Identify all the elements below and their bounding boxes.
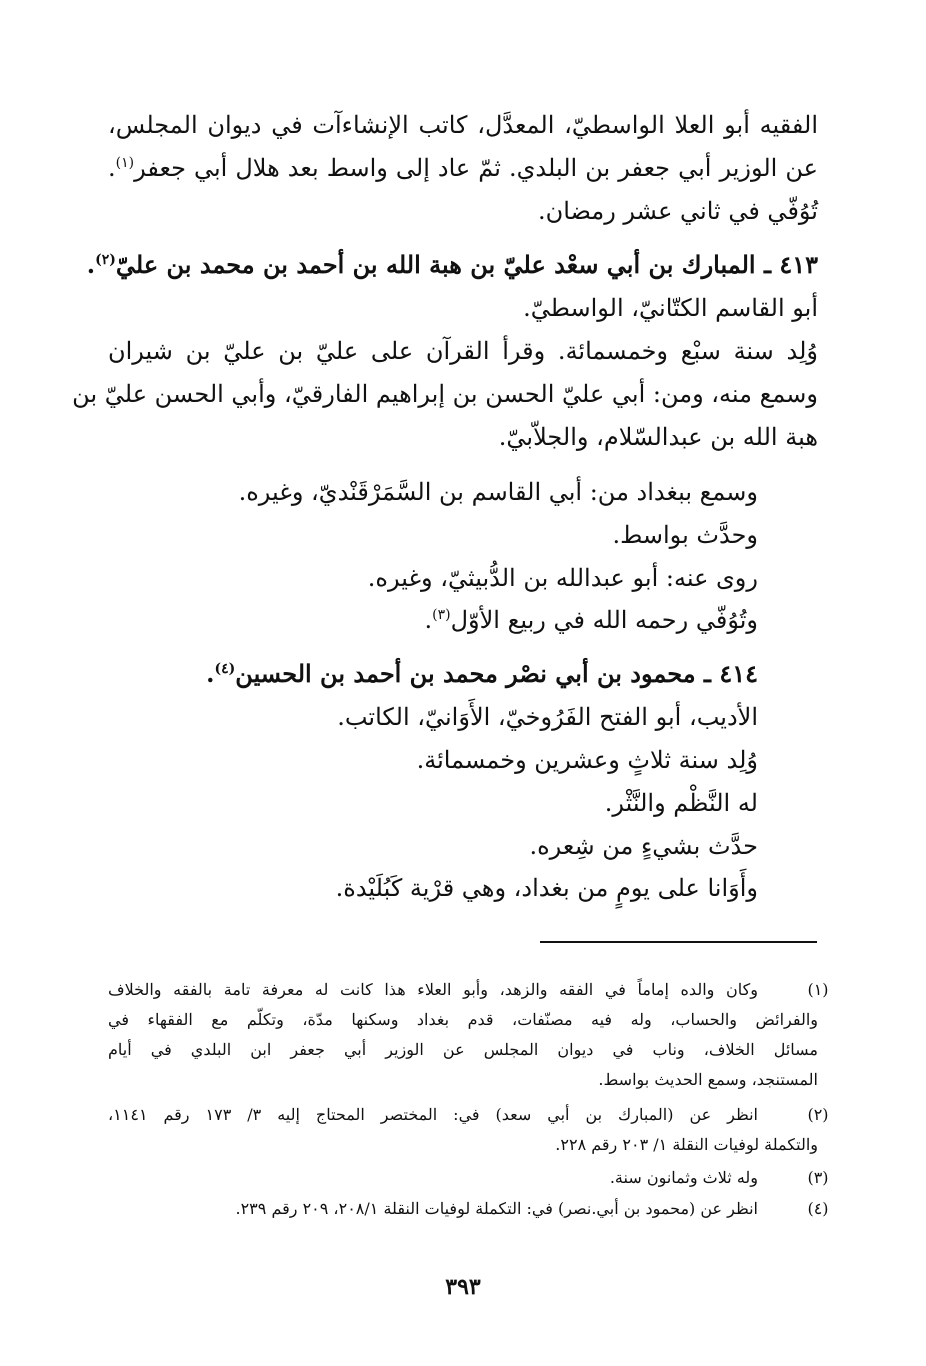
footnote-number: (٣) [807,1168,829,1187]
footnote-line: وكان والده إماماً في الفقه والزهد، وأبو العلاء هذا كانت له معرفة تامة بالفقه والخلاف [108,980,759,999]
text-line: وسمع منه، ومن: أبي عليّ الحسن بن إبراهيم الفارقيّ، وأبي الحسن عليّ بن [72,380,818,408]
entry-heading [206,659,758,689]
period: . [424,606,433,634]
text-line-content: عن الوزير أبي جعفر بن البلدي. ثمّ عاد إلى واسط بعد هلال أبي جعفر [134,154,818,182]
footnote-line: وله ثلاث وثمانون سنة. [609,1168,758,1187]
text-line: روى عنه: أبو عبدالله بن الدُّبيثيّ، وغيره. [367,564,758,592]
entry-heading-text: ٤١٤ ـ محمود بن أبي نصْر محمد بن أحمد بن الحسين [235,659,758,688]
footnote-marker: (٢) [95,252,116,268]
period: . [86,250,96,279]
text-line: وحدَّث بواسط. [612,521,758,549]
text-line: وُلِد سنة ثلاثٍ وعشرين وخمسمائة. [416,746,758,774]
period: . [108,154,116,182]
page-number: ٣٩٣ [445,1274,481,1300]
footnote-line: والفرائض والحساب، وله فيه مصنّفات، قدم بغداد وسكنها مدّة، وتكلّم مع الفقهاء في [108,1010,818,1029]
text-line: له النَّظْم والنَّثْر. [604,789,758,817]
footnote-line: انظر عن (المبارك بن أبي سعد) في: المختصر المحتاج إليه ٣/ ١٧٣ رقم ١١٤١، [108,1105,758,1124]
footnote-number: (١) [807,980,829,999]
footnote-marker: (١) [115,155,135,171]
entry-heading [87,250,818,280]
footnote-marker: (٣) [432,607,451,623]
footnote-line: والتكملة لوفيات النقلة ١/ ٢٠٣ رقم ٢٢٨. [555,1135,818,1154]
text-line: وُلِد سنة سبْع وخمسمائة. وقرأ القرآن على عليّ بن عليّ بن شيران [108,337,818,365]
footnote-line: المستنجد، وسمع الحديث بواسط. [598,1070,818,1089]
text-line: الفقيه أبو العلا الواسطيّ، المعدَّل، كاتب الإنشاءآت في ديوان المجلس، [108,111,818,139]
text-line-content: وتُوُفّي رحمه الله في ربيع الأوّل [450,606,758,634]
footnote-separator [540,941,817,943]
text-line [424,605,758,635]
text-line: أبو القاسم الكتّانيّ، الواسطيّ. [523,294,818,322]
footnote-line: انظر عن (محمود بن أبي.نصر) في: التكملة لوفيات النقلة ٢٠٨/١، ٢٠٩ رقم ٢٣٩. [235,1199,758,1218]
text-line: الأديب، أبو الفتح الفَرُوخيّ، الأَوَانيّ، الكاتب. [337,703,758,731]
footnote-number: (٢) [807,1105,829,1124]
text-line: حدَّث بشيءٍ من شِعره. [529,832,758,860]
footnote-line: مسائل الخلاف، وناب في ديوان المجلس عن الوزير أبي جعفر ابن البلدي في أيام [108,1040,818,1059]
text-line: تُوُفّي في ثاني عشر رمضان. [537,197,818,225]
text-line [108,153,818,183]
footnote-marker: (٤) [214,661,236,677]
text-line: هبة الله بن عبدالسّلام، والجلاّبيّ. [498,423,818,451]
text-line: وأَوَانا على يومٍ من بغداد، وهي قرْية كَبُلَيْدة. [335,874,758,902]
period: . [206,659,215,688]
text-line: وسمع ببغداد من: أبي القاسم بن السَّمَرْقَنْديّ، وغيره. [238,478,758,506]
footnote-number: (٤) [807,1199,829,1218]
entry-heading-text: ٤١٣ ـ المبارك بن أبي سعْد عليّ بن هبة الله بن أحمد بن محمد بن عليّ [115,250,818,279]
